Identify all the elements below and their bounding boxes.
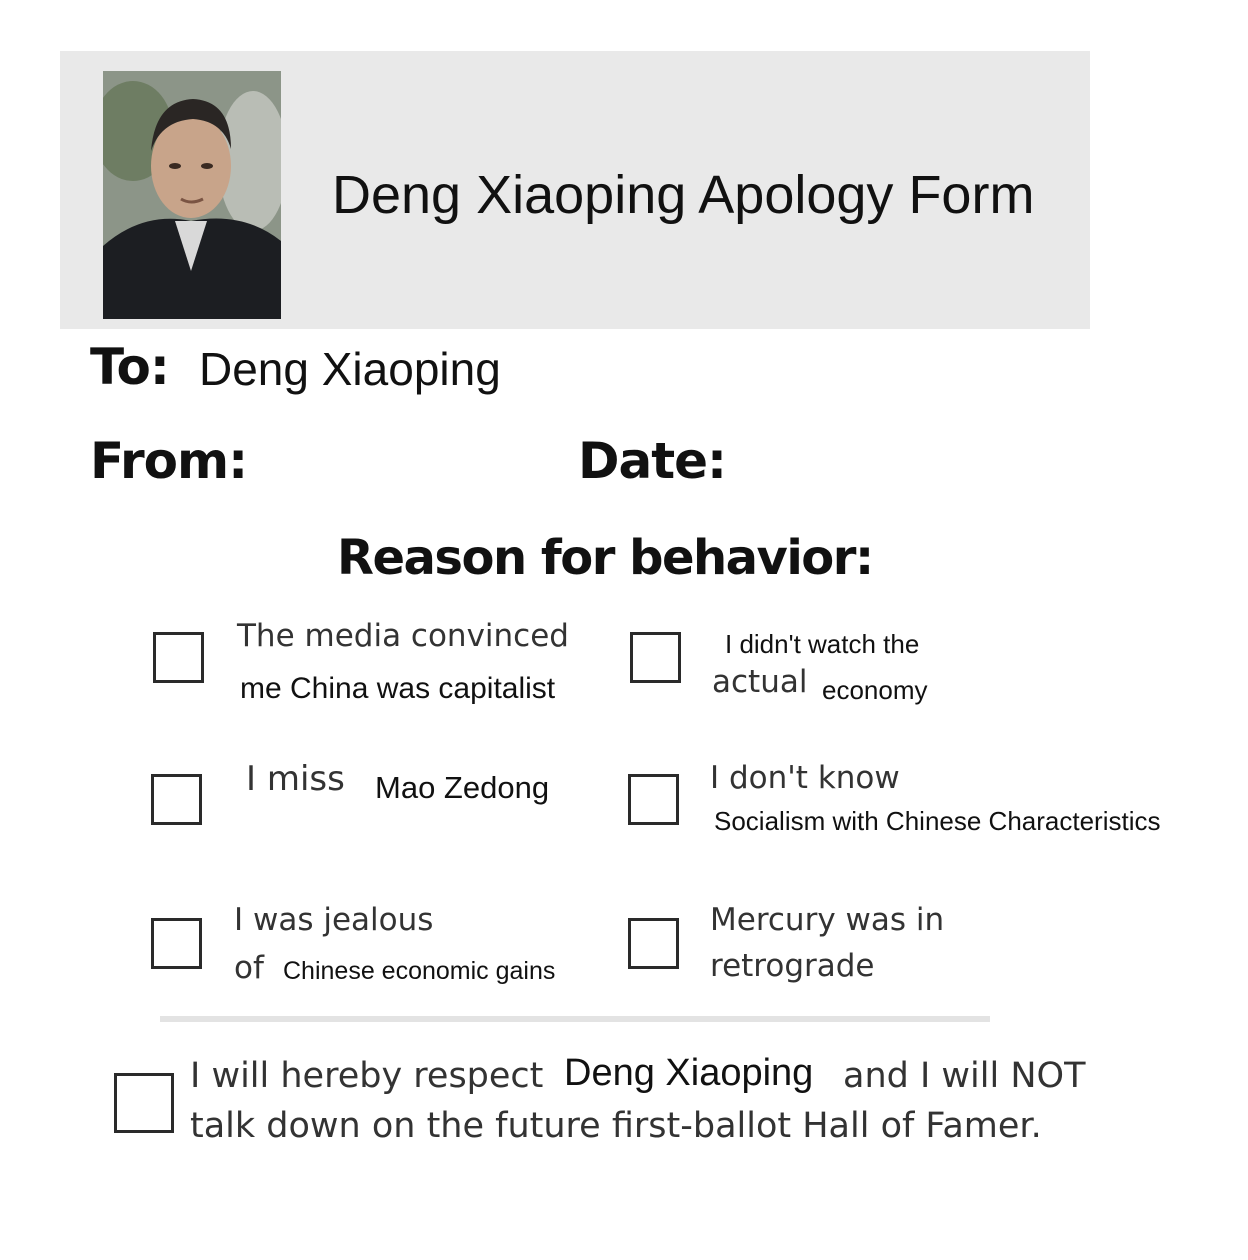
pledge-part1: I will hereby respect <box>190 1056 544 1096</box>
from-label: From: <box>90 432 248 490</box>
option-miss-name: Mao Zedong <box>375 770 550 805</box>
option-dont-know-line2: Socialism with Chinese Characteristics <box>714 806 1161 836</box>
checkbox-mercury[interactable] <box>628 918 679 969</box>
portrait-photo <box>103 71 281 319</box>
option-didnt-watch-economy: economy <box>822 675 928 705</box>
checkbox-jealous[interactable] <box>151 918 202 969</box>
option-miss-label: I miss <box>246 759 345 799</box>
pledge-line2: talk down on the future first-ballot Hall of Famer. <box>190 1106 1042 1146</box>
option-mercury-line2: retrograde <box>710 948 875 984</box>
option-didnt-watch-actual: actual <box>712 664 808 700</box>
checkbox-media-convinced[interactable] <box>153 632 204 683</box>
option-jealous-line2: Chinese economic gains <box>283 957 556 985</box>
pledge-part2: and I will NOT <box>843 1056 1086 1096</box>
checkbox-dont-know[interactable] <box>628 774 679 825</box>
to-label: To: <box>90 338 169 396</box>
date-label: Date: <box>578 432 727 490</box>
option-media-line1: The media convinced <box>237 618 569 654</box>
option-didnt-watch-line1: I didn't watch the <box>725 629 920 659</box>
checkbox-didnt-watch[interactable] <box>630 632 681 683</box>
option-media-line2: me China was capitalist <box>240 672 556 705</box>
portrait-illustration <box>103 71 281 319</box>
divider <box>160 1016 990 1022</box>
to-value: Deng Xiaoping <box>199 343 501 395</box>
option-jealous-line1: I was jealous <box>234 902 434 938</box>
option-dont-know-line1: I don't know <box>710 760 900 796</box>
option-mercury-line1: Mercury was in <box>710 902 945 938</box>
reason-heading: Reason for behavior: <box>337 530 873 586</box>
checkbox-pledge[interactable] <box>114 1073 174 1133</box>
form-title: Deng Xiaoping Apology Form <box>332 165 1035 225</box>
checkbox-miss[interactable] <box>151 774 202 825</box>
pledge-name: Deng Xiaoping <box>564 1052 814 1094</box>
option-jealous-of: of <box>234 950 264 986</box>
